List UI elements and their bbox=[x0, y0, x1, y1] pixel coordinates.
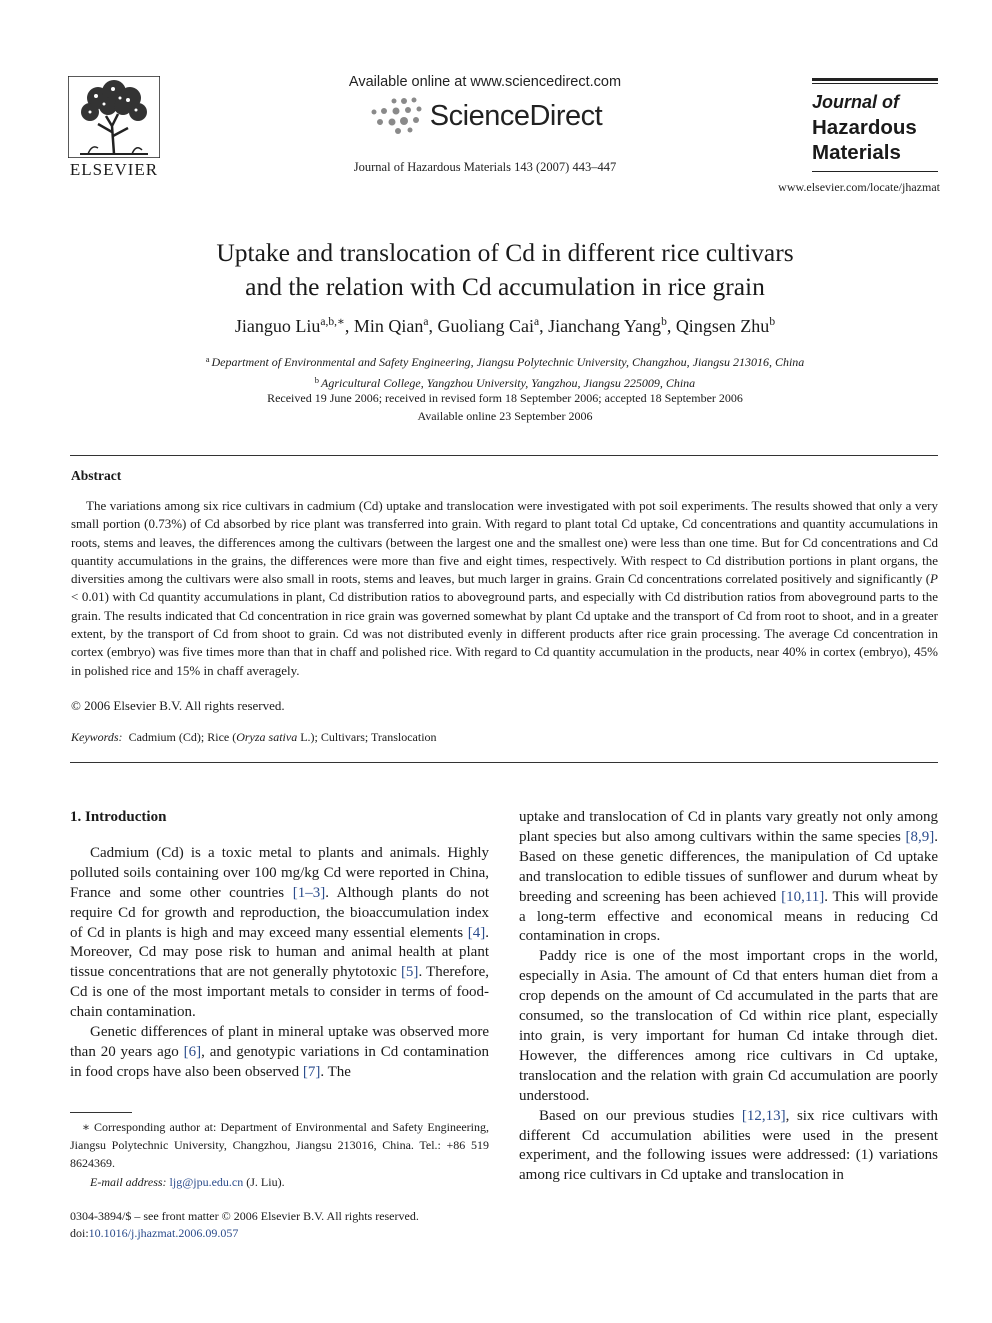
author-separator: , bbox=[666, 316, 676, 336]
author-affil-mark[interactable]: b bbox=[661, 316, 667, 328]
sciencedirect-dots-icon bbox=[368, 96, 426, 136]
doi-label: doi: bbox=[70, 1226, 89, 1240]
citation-link[interactable]: [7] bbox=[302, 1063, 321, 1080]
elsevier-tree-icon bbox=[68, 76, 160, 158]
author-name: Jianguo Liu bbox=[234, 316, 321, 336]
citation-link[interactable]: [8,9] bbox=[905, 828, 935, 845]
intro-paragraph-4 bbox=[519, 1107, 938, 1187]
author[interactable] bbox=[548, 316, 676, 336]
keyword-species: Oryza sativa bbox=[236, 730, 298, 744]
keywords-text: Cadmium (Cd); Rice ( bbox=[128, 730, 237, 744]
abstract-copyright: © 2006 Elsevier B.V. All rights reserved. bbox=[71, 698, 285, 713]
author-affil-mark[interactable]: a bbox=[533, 316, 540, 328]
abstract-text-part: < 0.01) with Cd quantity accumulations in plant, Cd distribution ratios to aboveground parts, and especially with Cd distribution ratios from aboveground parts to the grain. The results indicated that Cd concentration in rice grain was governed somewhat by plant Cd uptake and the transport of Cd from root to shoot, and in a greater extent, by the transport of Cd from shoot to grain. Cd was not distributed evenly in different products after rice grain processing. The average Cd concentration in cortex (embryo) was five times more than that in chaff and polished rice. With regard to Cd quantity accumulation in the products, near 40% in cortex (embryo), 45% in polished rice and 15% in chaff averagely. bbox=[71, 589, 938, 678]
keywords-label: Keywords: bbox=[71, 730, 123, 744]
intro-paragraph-2-continued bbox=[519, 808, 938, 947]
journal-header-center bbox=[300, 74, 670, 175]
journal-title-box bbox=[812, 78, 938, 172]
issn-line: 0304-3894/$ – see front matter © 2006 Elsevier B.V. All rights reserved. bbox=[70, 1209, 419, 1223]
corresponding-author-footnote bbox=[70, 1118, 489, 1191]
author-affil-mark[interactable]: a,b,∗ bbox=[320, 316, 345, 328]
paragraph-text: . Moreover, Cd may pose risk to human and animal health at plant tissue concentrations that are not generally phytotoxic bbox=[70, 924, 489, 981]
paragraph-text: Based on our previous studies bbox=[539, 1107, 742, 1124]
front-matter bbox=[70, 1208, 419, 1242]
citation-link[interactable]: [4] bbox=[467, 924, 486, 941]
keywords bbox=[71, 730, 437, 745]
author[interactable] bbox=[235, 316, 354, 336]
journal-box-bottom-rule bbox=[812, 171, 938, 172]
abstract-text bbox=[71, 497, 938, 680]
abstract-bottom-rule bbox=[70, 762, 938, 763]
journal-url-link[interactable]: www.elsevier.com/locate/jhazmat bbox=[778, 180, 940, 194]
citation-link[interactable]: [10,11] bbox=[781, 888, 825, 905]
elsevier-logo bbox=[66, 76, 162, 180]
intro-paragraph-3: Paddy rice is one of the most important crops in the world, especially in Asia. The amount of Cd that enters human diet from a crop depends on the amount of Cd accumulated in the parts that are consumed, so the translocation of Cd within rice plant, especially into grain, is very important for human Cd intake through diet. However, the differences among rice cultivars in Cd uptake, translocation and the relation with grain Cd accumulation are poorly understood. bbox=[519, 948, 938, 1104]
affiliation-mark: b bbox=[314, 375, 320, 385]
footnote-email bbox=[70, 1173, 489, 1191]
author-affil-mark[interactable]: a bbox=[423, 316, 429, 328]
affiliations bbox=[100, 350, 910, 392]
article-history bbox=[100, 389, 910, 425]
paragraph-text: . Based on these genetic differences, the manipulation of Cd uptake and translocation to edible tissues of sunflower and durum wheat by breeding and screening has been achieved bbox=[519, 828, 938, 905]
paragraph-text: . This will provide a long-term effective and economical means in reducing Cd contamination in crops. bbox=[519, 888, 938, 945]
doi-line bbox=[70, 1225, 419, 1242]
email-label: E-mail address: bbox=[90, 1174, 167, 1189]
doi-link[interactable]: 10.1016/j.jhazmat.2006.09.057 bbox=[88, 1226, 239, 1240]
author-name: Qingsen Zhu bbox=[675, 316, 770, 336]
intro-paragraph-2 bbox=[70, 1023, 489, 1083]
footnote-mark: ∗ bbox=[81, 1120, 90, 1134]
available-online-text: Available online at www.sciencedirect.com bbox=[348, 74, 622, 90]
footnote-body: Corresponding author at: Department of Environmental and Safety Engineering, Jiangsu Polytechnic University, Changzhou, Jiangsu 213016, China. Tel.: +86 519 8624369. bbox=[70, 1120, 489, 1171]
received-dates: Received 19 June 2006; received in revised form 18 September 2006; accepted 18 September 2006 bbox=[267, 391, 743, 405]
affiliation-mark: a bbox=[205, 354, 210, 364]
affiliation-text: Agricultural College, Yangzhou University, Yangzhou, Jiangsu 225009, China bbox=[321, 376, 696, 390]
paragraph-text: . Therefore, Cd is one of the most important metals to consider in terms of food-chain contamination. bbox=[70, 964, 489, 1021]
citation-link[interactable]: [1–3] bbox=[292, 884, 326, 901]
author[interactable] bbox=[437, 316, 548, 336]
citation-link[interactable]: [6] bbox=[183, 1043, 202, 1060]
journal-title-line2: Hazardous bbox=[812, 116, 917, 139]
publisher-name: ELSEVIER bbox=[69, 160, 159, 179]
paragraph-text: Cadmium (Cd) is a toxic metal to plants and animals. Highly polluted soils containing over 100 mg/kg Cd were reported in China, France and some other countries bbox=[70, 844, 489, 901]
paragraph-text: , and genotypic variations in Cd contamination in food crops have also been observed bbox=[70, 1043, 489, 1080]
intro-paragraph-1 bbox=[70, 844, 489, 1023]
author-name: Jianchang Yang bbox=[548, 316, 662, 336]
journal-citation: Journal of Hazardous Materials 143 (2007) 443–447 bbox=[353, 160, 617, 174]
author-separator: , bbox=[428, 316, 438, 336]
keywords-text: L.); Cultivars; Translocation bbox=[297, 730, 437, 744]
author-name: Guoliang Cai bbox=[437, 316, 534, 336]
sciencedirect-wordmark: ScienceDirect bbox=[429, 99, 603, 132]
body-column-left bbox=[70, 808, 489, 1083]
paragraph-text: uptake and translocation of Cd in plants vary greatly not only among plant species but also among cultivars within the same species bbox=[519, 809, 938, 845]
title-line-2: and the relation with Cd accumulation in rice grain bbox=[245, 272, 765, 301]
footnote-rule bbox=[70, 1112, 132, 1113]
available-online-date: Available online 23 September 2006 bbox=[417, 409, 593, 423]
author[interactable] bbox=[676, 316, 775, 336]
journal-box-rule bbox=[812, 78, 938, 84]
paragraph-text: , six rice cultivars with different Cd accumulation abilities were used in the present experiment, and the following issues were addressed: (1) variations among rice cultivars in Cd uptake and translocation in bbox=[519, 1107, 938, 1184]
journal-title bbox=[812, 90, 938, 165]
body-column-right bbox=[519, 808, 938, 1186]
p-value-symbol: P bbox=[930, 571, 938, 587]
citation-link[interactable]: [12,13] bbox=[741, 1107, 786, 1124]
paragraph-text: . The bbox=[320, 1063, 351, 1080]
author-affil-mark[interactable]: b bbox=[769, 316, 776, 328]
author-list bbox=[60, 314, 950, 337]
journal-title-line3: Materials bbox=[812, 141, 901, 164]
paragraph-text: . Although plants do not require Cd for growth and reproduction, the bioaccumulation index of Cd in plants is high and may exceed many essential elements bbox=[70, 884, 489, 941]
author[interactable] bbox=[354, 316, 438, 336]
sciencedirect-logo bbox=[300, 96, 670, 136]
title-line-1: Uptake and translocation of Cd in different rice cultivars bbox=[216, 238, 794, 267]
author-separator: , bbox=[539, 316, 549, 336]
affiliation-a bbox=[100, 350, 910, 371]
author-separator: , bbox=[344, 316, 354, 336]
author-name: Min Qian bbox=[353, 316, 424, 336]
email-link[interactable]: ljg@jpu.edu.cn bbox=[169, 1174, 244, 1189]
footnote-text bbox=[70, 1118, 489, 1173]
abstract-text-part: The variations among six rice cultivars in cadmium (Cd) uptake and translocation were investigated with pot soil experiments. The results showed that only a very small portion (0.73%) of Cd absorbed by rice plant was transferred into grain. With regard to plant total Cd uptake, Cd concentrations and quantity accumulations in roots, stems and leaves, the differences among the cultivars (between the largest one and the smallest one) were less than one time. But for Cd concentrations and Cd quantity accumulations in the grains, the differences were more than five and eight times, respectively. With respect to Cd distribution portions in plant organs, the diversities among the cultivars were also small in roots, stems and leaves, but much larger in grains. Grain Cd concentrations correlated positively and significantly ( bbox=[71, 498, 938, 587]
paragraph-text: Genetic differences of plant in mineral uptake was observed more than 20 years ago bbox=[70, 1024, 489, 1060]
citation-link[interactable]: [5] bbox=[400, 964, 419, 981]
email-suffix: (J. Liu). bbox=[243, 1174, 285, 1189]
section-heading-introduction: 1. Introduction bbox=[70, 809, 167, 825]
article-title bbox=[100, 236, 910, 304]
affiliation-text: Department of Environmental and Safety Engineering, Jiangsu Polytechnic University, Changzhou, Jiangsu 213016, China bbox=[211, 355, 805, 369]
abstract-heading: Abstract bbox=[71, 468, 122, 483]
journal-title-line1: Journal of bbox=[812, 92, 900, 112]
abstract-top-rule bbox=[70, 455, 938, 456]
